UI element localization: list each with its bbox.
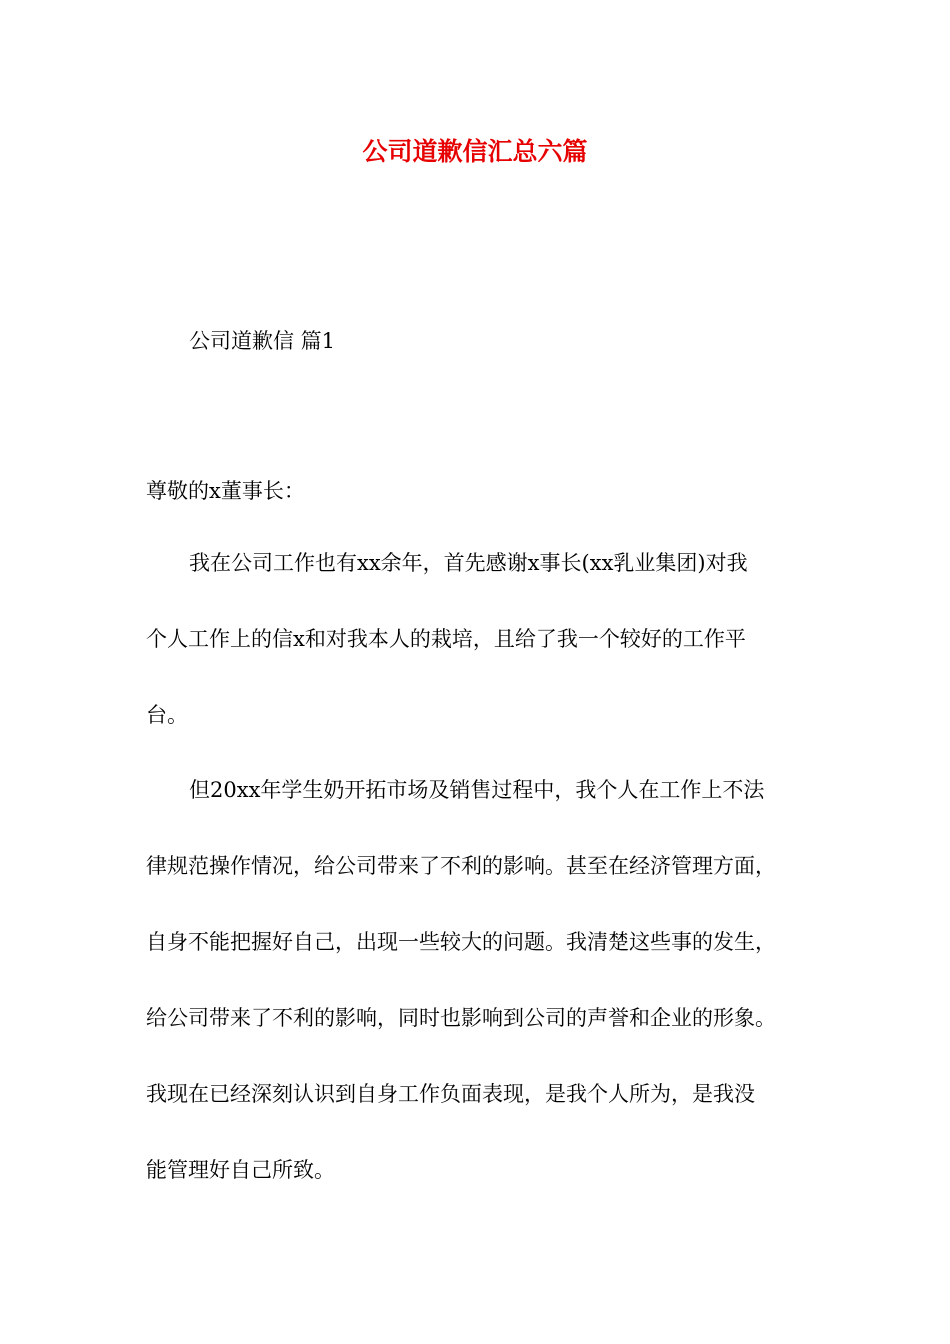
paragraph-line: 律规范操作情况，给公司带来了不利的影响。甚至在经济管理方面，: [146, 854, 776, 878]
paragraph-line: 给公司带来了不利的影响，同时也影响到公司的声誉和企业的形象。: [146, 1006, 776, 1030]
paragraph-line: 但20xx年学生奶开拓市场及销售过程中，我个人在工作上不法: [189, 778, 765, 802]
salutation: 尊敬的x董事长：: [146, 479, 305, 503]
paragraph-line: 个人工作上的信x和对我本人的栽培，且给了我一个较好的工作平: [146, 627, 746, 651]
paragraph-line: 我在公司工作也有xx余年，首先感谢x事长(xx乳业集团)对我: [189, 551, 748, 575]
document-title: 公司道歉信汇总六篇: [362, 137, 588, 166]
paragraph-line: 自身不能把握好自己，出现一些较大的问题。我清楚这些事的发生，: [146, 930, 776, 954]
paragraph-line: 台。: [146, 703, 188, 727]
paragraph-line: 我现在已经深刻认识到自身工作负面表现，是我个人所为，是我没: [146, 1082, 755, 1106]
paragraph-2: [146, 775, 816, 1231]
section-heading: 公司道歉信 篇1: [189, 329, 336, 353]
paragraph-line: 能管理好自己所致。: [146, 1158, 335, 1182]
paragraph-1: [146, 548, 816, 776]
